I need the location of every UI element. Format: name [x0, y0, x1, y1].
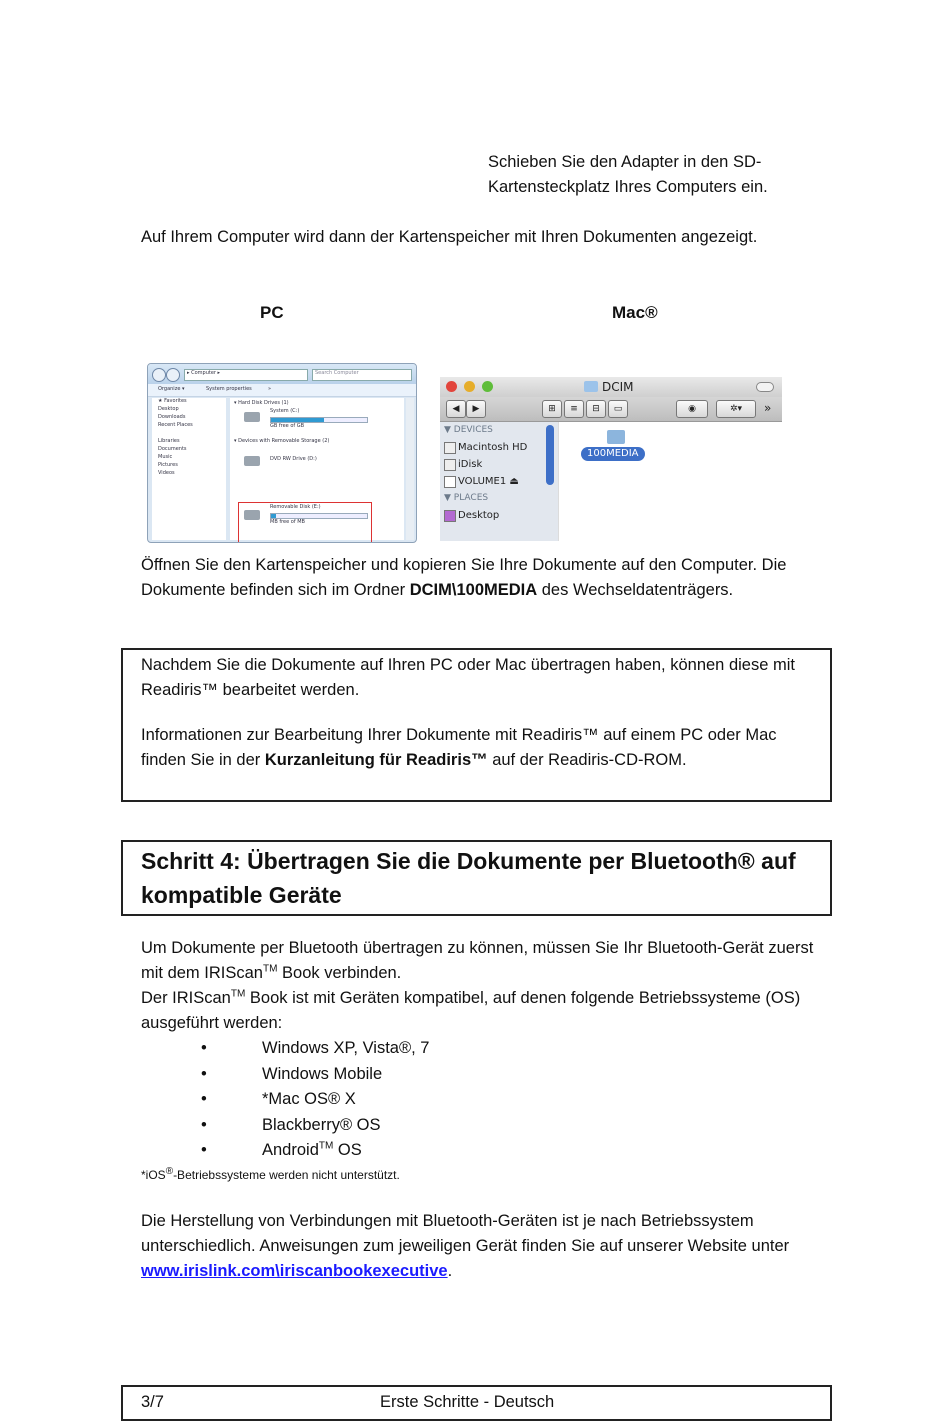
- dvd-drive-icon: [244, 456, 260, 466]
- pc-explorer-screenshot: [147, 363, 417, 543]
- mac-finder-screenshot: [440, 377, 782, 541]
- finder-titlebar: [440, 377, 782, 397]
- explorer-nav-pane: [152, 398, 226, 540]
- close-icon: [446, 381, 457, 392]
- folder-label: 100MEDIA: [581, 447, 645, 461]
- folder-icon: [584, 381, 598, 392]
- zoom-icon: [482, 381, 493, 392]
- step-heading: Schritt 4: Übertragen Sie die Dokumente per Bluetooth® auf kompatible Geräte: [141, 848, 796, 908]
- mac-label: Mac®: [612, 303, 658, 322]
- sidebar-scrollbar: [546, 425, 554, 485]
- organize-menu: Organize ▾: [158, 386, 185, 392]
- list-item: • Windows XP, Vista®, 7: [141, 1036, 741, 1062]
- sidebar-header-places: ▼ PLACES: [444, 493, 489, 503]
- nav-item: ★ Favorites: [158, 398, 187, 404]
- intro-result: Auf Ihrem Computer wird dann der Kartenspeicher mit Ihren Dokumenten angezeigt.: [141, 228, 758, 246]
- drive-name: DVD RW Drive (D:): [270, 456, 317, 462]
- folder-path: DCIM\100MEDIA: [409, 581, 538, 599]
- toolbar-toggle-icon: [756, 382, 774, 392]
- nav-item: Documents: [158, 446, 187, 452]
- note-paragraph: Informationen zur Bearbeitung Ihrer Dokumente mit Readiris™ auf einem PC oder Mac finden Sie in der Kurzanleitung für Readiris™ auf der Readiris-CD-ROM.: [141, 726, 777, 769]
- highlight-frame: [238, 502, 372, 543]
- step-connection-info: Die Herstellung von Verbindungen mit Bluetooth-Geräten ist je nach Betriebssystem unterschiedlich. Anweisungen zum jeweiligen Gerät finden Sie auf unserer Website unter www.irislink.com\iriscanbookexecutive.: [141, 1212, 790, 1280]
- hard-disk-icon: [444, 442, 456, 454]
- footer-title: Erste Schritte - Deutsch: [380, 1393, 555, 1411]
- nav-item: Desktop: [158, 406, 179, 412]
- sidebar-header-devices: ▼ DEVICES: [444, 425, 493, 435]
- list-item: • Windows Mobile: [141, 1062, 741, 1088]
- drive-name: Removable Disk (E:): [270, 504, 321, 510]
- coverflow-view-icon: ▭: [608, 400, 628, 418]
- sidebar-item-desktop: Desktop: [440, 507, 558, 524]
- list-item: • Android™ OS: [141, 1138, 741, 1164]
- nav-item: [152, 430, 226, 438]
- nav-item: Music: [158, 454, 173, 460]
- intro-instruction: Schieben Sie den Adapter in den SD-Kartensteckplatz Ihres Computers ein.: [488, 153, 768, 196]
- ios-footnote: *iOS®-Betriebssysteme werden nicht unterstützt.: [141, 1166, 400, 1182]
- minimize-icon: [464, 381, 475, 392]
- finder-toolbar: [440, 397, 782, 422]
- explorer-scrollbar: [406, 398, 414, 540]
- action-gear-icon: ✲▾: [716, 400, 756, 418]
- explorer-search-box: Search Computer: [312, 369, 412, 381]
- finder-content: [559, 422, 782, 541]
- nav-item: Downloads: [158, 414, 186, 420]
- sidebar-item-volume1: VOLUME1 ⏏: [440, 473, 558, 490]
- os-list: [141, 1036, 741, 1164]
- sidebar-item-macintosh-hd: Macintosh HD: [440, 439, 558, 456]
- drive-detail: MB free of MB: [270, 519, 305, 525]
- copy-instructions: Öffnen Sie den Kartenspeicher und kopieren Sie Ihre Dokumente auf den Computer. Die Dokumente befinden sich im Ordner DCIM\100MEDIA des Wechseldatenträgers.: [141, 556, 787, 599]
- list-item: • *Mac OS® X: [141, 1087, 741, 1113]
- explorer-content: [230, 398, 404, 540]
- nav-item: Pictures: [158, 462, 178, 468]
- icon-view-icon: ⊞: [542, 400, 562, 418]
- list-item: • Blackberry® OS: [141, 1113, 741, 1139]
- pc-label: PC: [260, 303, 284, 322]
- page-number: 3/7: [141, 1393, 164, 1411]
- idisk-icon: [444, 459, 456, 471]
- system-properties-button: System properties: [206, 386, 252, 392]
- explorer-titlebar: [148, 364, 416, 384]
- drive-detail: GB free of GB: [270, 423, 305, 429]
- drive-name: System (C:): [270, 408, 300, 414]
- website-link[interactable]: www.irislink.com\iriscanbookexecutive: [141, 1262, 448, 1280]
- explorer-toolbar: [148, 384, 416, 397]
- toolbar-more-icon: »: [764, 401, 772, 415]
- back-icon: [152, 368, 166, 382]
- forward-icon: [166, 368, 180, 382]
- volume-icon: [444, 476, 456, 488]
- nav-item: Libraries: [158, 438, 180, 444]
- quicklook-icon: ◉: [676, 400, 708, 418]
- step-intro: Um Dokumente per Bluetooth übertragen zu können, müssen Sie Ihr Bluetooth-Gerät zuerst mit dem IRIScan™ Book verbinden. Der IRIScan™ Book ist mit Geräten kompatibel, auf denen folgende Betriebssysteme (OS) ausgeführt werden:: [141, 939, 814, 1032]
- nav-item: Videos: [158, 470, 175, 476]
- guide-title: Kurzanleitung für Readiris™: [264, 751, 488, 769]
- sidebar-item-idisk: iDisk: [440, 456, 558, 473]
- finder-window-title: DCIM: [602, 380, 634, 394]
- back-icon: ◀: [446, 400, 466, 418]
- section-header: ▾ Devices with Removable Storage (2): [234, 438, 330, 444]
- desktop-icon: [444, 510, 456, 522]
- folder-icon: [607, 430, 625, 444]
- forward-icon: ▶: [466, 400, 486, 418]
- nav-item: Recent Places: [158, 422, 193, 428]
- toolbar-more: »: [268, 386, 272, 392]
- column-view-icon: ⊟: [586, 400, 606, 418]
- hard-disk-icon: [244, 412, 260, 422]
- finder-sidebar: [440, 422, 558, 541]
- section-header: ▾ Hard Disk Drives (1): [234, 400, 289, 406]
- list-view-icon: ≡: [564, 400, 584, 418]
- note-paragraph: Nachdem Sie die Dokumente auf Ihren PC oder Mac übertragen haben, können diese mit Readiris™ bearbeitet werden.: [141, 656, 795, 699]
- explorer-address-bar: ▸ Computer ▸: [184, 369, 308, 381]
